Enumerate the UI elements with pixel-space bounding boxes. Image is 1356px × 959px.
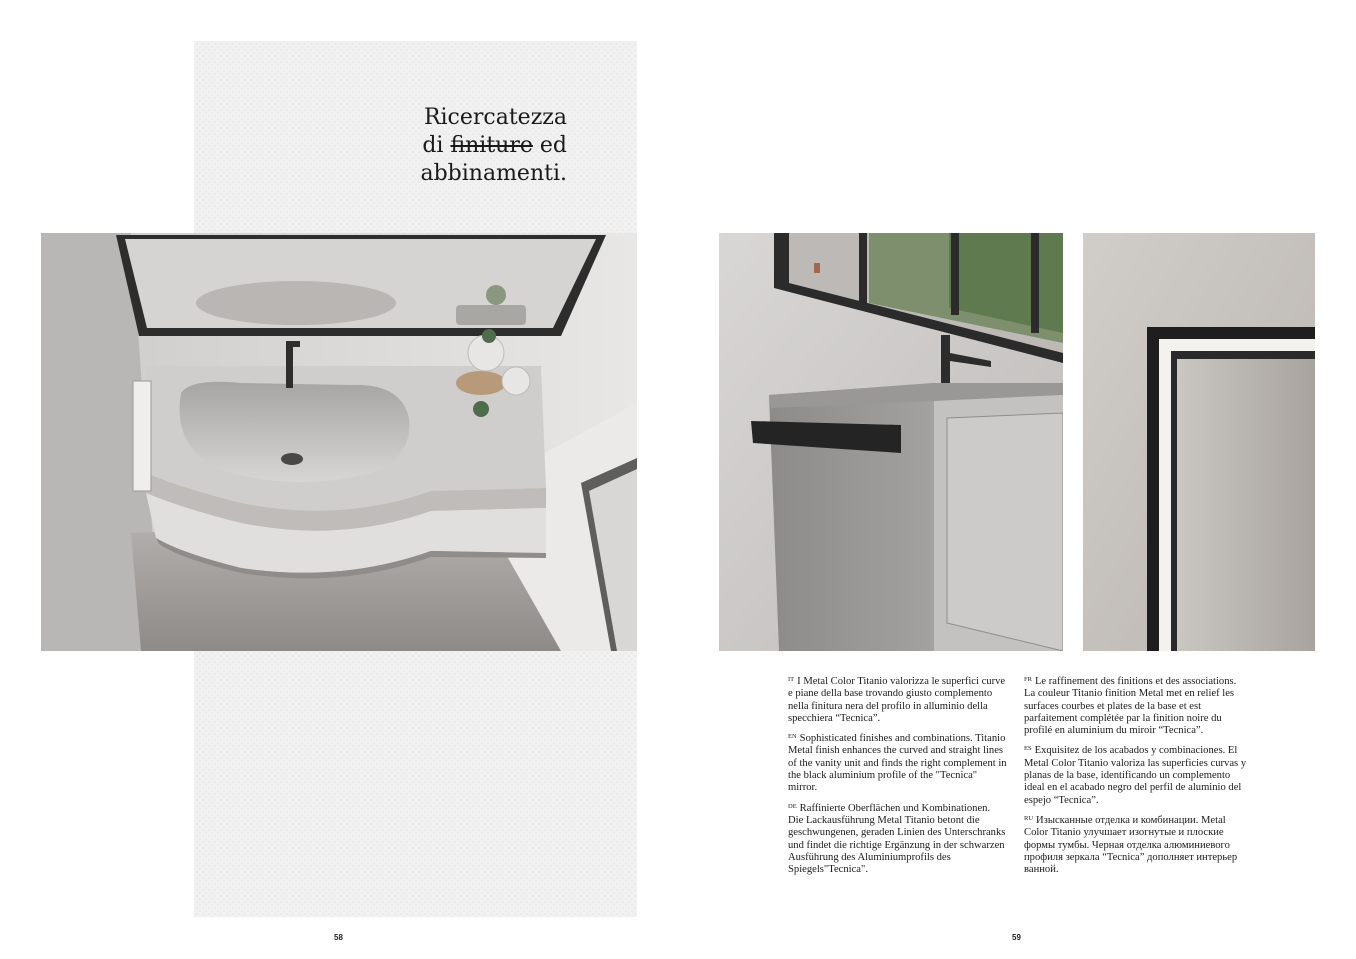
headline-line-1: Ricercatezza — [423, 105, 567, 130]
page-number-right: 59 — [1012, 933, 1021, 942]
mirror-profile-closeup-photo — [1083, 233, 1315, 651]
lang-code-ru: RU — [1024, 814, 1034, 822]
description-ru-text: Изысканные отделка и комбинации. Metal Color Titanio улучшает изогнутые и плоские формы тумбы. Черная отделка алюминиевого профиля зеркала “Tecnica” дополняет интерьер ванной. — [1024, 814, 1238, 876]
description-column-left — [788, 674, 1008, 882]
description-de-text: Raffinierte Oberflächen und Kombinationen. Die Lackausführung Metal Titanio betont die geschwungenen, geraden Linien des Unterschranks und findet die richtige Ergänzung in der schwarzen Ausführung des Aluminiumprofils des Spiegels"Tecnica". — [788, 802, 1006, 876]
headline-word-ed: ed — [539, 133, 567, 158]
description-it-text: I Metal Color Titanio valorizza le superfici curve e piane della base trovando giusto complemento nella finitura nera del profilo in alluminio della specchiera “Tecnica”. — [788, 676, 1006, 724]
page-number-left: 58 — [334, 933, 343, 942]
description-column-right — [1024, 674, 1249, 882]
description-it — [788, 674, 1008, 725]
lang-code-de: DE — [788, 802, 797, 810]
description-en — [788, 731, 1008, 794]
lang-code-fr: FR — [1024, 676, 1032, 683]
curved-vanity-sink-mirror-photo — [41, 233, 637, 651]
headline-struck-word: finiture — [450, 133, 533, 158]
description-de — [788, 801, 1008, 877]
headline-line-2 — [420, 132, 567, 160]
description-fr — [1024, 674, 1249, 737]
headline-line-3: abbinamenti. — [420, 161, 567, 186]
lang-code-en: EN — [788, 733, 797, 741]
headline-word-di: di — [422, 133, 444, 158]
description-en-text: Sophisticated finishes and combinations. Titanio Metal finish enhances the curved and straight lines of the vanity unit and finds the right complement in the black aluminium profile of the "Tecnica" mirror. — [788, 733, 1007, 794]
description-ru — [1024, 813, 1249, 876]
lang-code-es: ES — [1024, 745, 1032, 753]
description-fr-text: Le raffinement des finitions et des associations. La couleur Titanio finition Metal met en relief les surfaces courbes et plates de la base et est parfaitement complétée par la finition noire du profilé en aluminium du miroir “Tecnica”. — [1024, 676, 1237, 737]
headline — [420, 104, 567, 188]
vanity-unit-closeup-photo — [719, 233, 1063, 651]
description-es-text: Exquisitez de los acabados y combinaciones. El Metal Color Titanio valoriza las superficies curvas y planas de la base, identificando un complemento ideal en el acabado negro del perfil de aluminio del espejo “Tecnica”. — [1024, 745, 1247, 806]
lang-code-it: IT — [788, 676, 795, 683]
description-es — [1024, 743, 1249, 806]
